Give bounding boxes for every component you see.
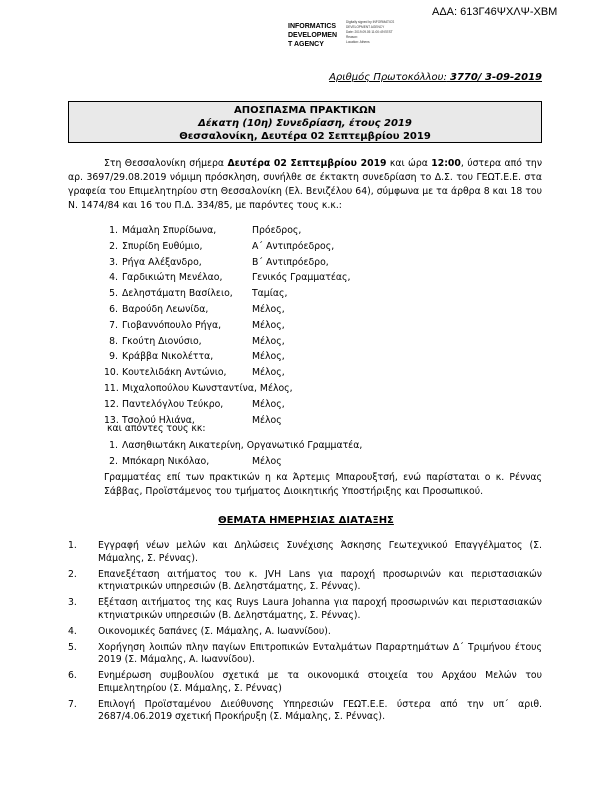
meeting-time: 12:00: [431, 158, 461, 169]
stamp-details: [346, 20, 394, 45]
item-number: 5.: [68, 641, 77, 653]
members-list: [104, 223, 350, 428]
member-name: Γιοβαννόπουλο Ρήγα,: [122, 319, 222, 331]
item-number: 5.: [109, 288, 118, 300]
list-item: [68, 540, 542, 565]
list-item: [68, 569, 542, 594]
protocol-label: Αριθμός Πρωτοκόλλου:: [329, 72, 447, 83]
list-item: [104, 397, 350, 413]
agenda-item-text: Οικονομικές δαπάνες (Σ. Μάμαλης, Α. Ιωαννίδου).: [98, 625, 331, 637]
agenda-list: [68, 540, 542, 727]
item-number: 13.: [104, 414, 119, 426]
item-number: 6.: [109, 303, 118, 315]
list-item: [104, 223, 350, 239]
member-name: Τσολού Ηλιάνα,: [122, 414, 195, 426]
intro-text: Στη Θεσσαλονίκη σήμερα: [104, 158, 228, 169]
member-role: Μέλος,: [252, 398, 285, 410]
agenda-item-text: Επανεξέταση αιτήματος του κ. JVH Lans για παροχή προσωρινών και περιστασιακών κτηνιατρικών υπηρεσιών (Β. Δεληστάματης, Σ. Ρέννας).: [98, 568, 542, 592]
list-item: [104, 286, 350, 302]
agenda-item-text: Εγγραφή νέων μελών και Δηλώσεις Συνέχισης Άσκησης Γεωτεχνικού Επαγγέλματος (Σ. Μάμαλης, Σ. Ρέννας).: [98, 540, 542, 564]
list-item: [104, 318, 350, 334]
secretary-paragraph: Γραμματέας επί των πρακτικών η κα Άρτεμις Μπαρουξτσή, ενώ παρίσταται ο κ. Ρέννας Σάββας, Προϊστάμενος του τμήματος Διοικητικής Υποστήριξης και Προσωπικού.: [104, 472, 542, 497]
member-name: Μιχαλοπούλου Κωνσταντίνα,: [122, 382, 257, 394]
meeting-date: Δευτέρα 02 Σεπτεμβρίου 2019: [227, 158, 387, 169]
title-line: ΑΠΟΣΠΑΣΜΑ ΠΡΑΚΤΙΚΩΝ: [234, 105, 376, 116]
stamp-detail-line: DEVELOPMENT AGENCY: [346, 25, 385, 29]
member-role: Γενικός Γραμματέας,: [252, 272, 351, 284]
member-name: Κράββα Νικολέττα,: [122, 351, 214, 363]
member-name: Μάμαλη Σπυρίδωνα,: [122, 225, 217, 236]
item-number: 9.: [109, 351, 118, 363]
list-item: [104, 454, 362, 470]
member-name: Γκούτη Διονύσιο,: [122, 335, 202, 347]
ada-code: ΑΔΑ: 613Γ46ΨΧΛΨ-ΧΒΜ: [432, 6, 558, 18]
stamp-detail-line: Location: Athens: [346, 40, 370, 44]
member-name: Σπυρίδη Ευθύμιο,: [122, 240, 203, 252]
member-role: Πρόεδρος,: [252, 225, 302, 236]
list-item: [104, 381, 350, 397]
item-number: 2.: [109, 455, 118, 467]
item-number: 11.: [104, 382, 119, 394]
stamp-line: T AGENCY: [288, 41, 324, 48]
item-number: 6.: [68, 670, 77, 681]
absent-list: [104, 438, 362, 470]
list-item: [68, 642, 542, 667]
member-name: Κουτελιδάκη Αντώνιο,: [122, 367, 227, 379]
item-number: 12.: [104, 398, 119, 410]
item-number: 1.: [109, 225, 118, 236]
title-box: [68, 101, 542, 143]
item-number: 2.: [68, 568, 77, 580]
protocol-number: [329, 72, 542, 83]
signature-stamp: [288, 22, 337, 49]
item-number: 4.: [109, 272, 118, 284]
agenda-item-text: Εξέταση αιτήματος της κας Ruys Laura Johanna για παροχή προσωρινών και περιστασιακών κτηνιατρικών υπηρεσιών (Β. Δεληστάματης, Σ. Ρέννας).: [98, 597, 542, 621]
intro-text: και ώρα: [386, 158, 432, 169]
list-item: [104, 349, 350, 365]
item-number: 2.: [109, 240, 118, 252]
member-role: Μέλος: [252, 414, 282, 426]
stamp-detail-line: Reason:: [346, 35, 358, 39]
intro-paragraph: [68, 157, 542, 213]
stamp-detail-line: Digitally signed by INFORMATICS: [346, 20, 395, 24]
item-number: 7.: [68, 698, 77, 710]
protocol-value: 3770/ 3-09-2019: [450, 72, 542, 83]
agenda-title: ΘΕΜΑΤΑ ΗΜΕΡΗΣΙΑΣ ΔΙΑΤΑΞΗΣ: [218, 515, 394, 526]
list-item: [104, 365, 350, 381]
list-item: [68, 597, 542, 622]
item-number: 4.: [68, 625, 77, 637]
list-item: [104, 334, 350, 350]
absent-member: Λασηθιωτάκη Αικατερίνη, Οργανωτικό Γραμματέα,: [122, 440, 363, 451]
member-role: Β΄ Αντιπρόεδρο,: [252, 256, 329, 268]
member-name: Βαρούδη Λεωνίδα,: [122, 303, 209, 315]
list-item: [104, 255, 350, 271]
intro-text: , ύστερα από την αρ. 3697/29.08.2019 νόμιμη πρόσκληση, συνήλθε σε έκτακτη συνεδρίαση το Δ.Σ. του ΓΕΩΤ.Ε.Ε. στα γραφεία του Επιμελητηρίου στη Θεσσαλονίκη (Ελ. Βενιζέλου 64), σύμφωνα με τα άρθρα 8 και 18 του Ν. 1474/84 και 16 του Π.Δ. 334/85, με παρόντες τους κ.κ.:: [68, 158, 543, 211]
stamp-line: INFORMATICS: [288, 23, 337, 30]
member-name: Γαρδικιώτη Μενέλαο,: [122, 272, 223, 284]
member-name: Ρήγα Αλέξανδρο,: [122, 256, 202, 268]
member-role: Ταμίας,: [252, 288, 288, 300]
item-number: 1.: [109, 440, 118, 451]
item-number: 1.: [68, 540, 77, 551]
member-role: Μέλος: [252, 455, 282, 467]
title-line: Δέκατη (10η) Συνεδρίαση, έτους 2019: [198, 118, 412, 129]
list-item: [104, 270, 350, 286]
member-role: Μέλος,: [252, 367, 285, 379]
member-name: Παντελόγλου Τεύκρο,: [122, 398, 224, 410]
list-item: [104, 438, 362, 454]
member-role: Μέλος,: [252, 335, 285, 347]
member-role: Μέλος,: [252, 303, 285, 315]
item-number: 10.: [104, 367, 119, 379]
member-role: Α΄ Αντιπρόεδρος,: [252, 240, 335, 252]
list-item: [104, 239, 350, 255]
absent-label: και απόντες τους κκ:: [107, 423, 206, 434]
stamp-detail-line: Date: 2019.09.05 11:00:49 EEST: [346, 30, 393, 34]
item-number: 3.: [109, 256, 118, 268]
list-item: [68, 670, 542, 695]
list-item: [104, 302, 350, 318]
member-name: Δεληστάματη Βασίλειο,: [122, 288, 233, 300]
item-number: 3.: [68, 597, 77, 608]
member-role: Μέλος,: [259, 382, 293, 394]
member-role: Μέλος,: [252, 319, 285, 331]
agenda-item-text: Επιλογή Προϊσταμένου Διεύθυνσης Υπηρεσιών ΓΕΩΤ.Ε.Ε. ύστερα από την υπ΄ αριθ. 2687/4.06.2019 σχετική Προκήρυξη (Σ. Μάμαλης, Σ. Ρέννας).: [98, 698, 542, 722]
item-number: 7.: [109, 319, 118, 331]
member-name: Μπόκαρη Νικόλαο,: [122, 455, 210, 467]
item-number: 8.: [109, 335, 118, 347]
agenda-item-text: Ενημέρωση συμβουλίου σχετικά με τα οικονομικά στοιχεία του Αρχάου Μελών του Επιμελητηρίου (Σ. Μάμαλης, Σ. Ρέννας): [98, 670, 542, 694]
agenda-item-text: Χορήγηση λοιπών πλην παγίων Επιτροπικών Ενταλμάτων Παραρτημάτων Δ΄ Τριμήνου έτους 2019 (Σ. Μάμαλης, Α. Ιωαννίδου).: [98, 641, 542, 665]
stamp-line: DEVELOPMEN: [288, 32, 338, 39]
member-role: Μέλος,: [252, 351, 285, 363]
title-line: Θεσσαλονίκη, Δευτέρα 02 Σεπτεμβρίου 2019: [179, 131, 431, 142]
list-item: [68, 626, 542, 639]
list-item: [68, 699, 542, 724]
